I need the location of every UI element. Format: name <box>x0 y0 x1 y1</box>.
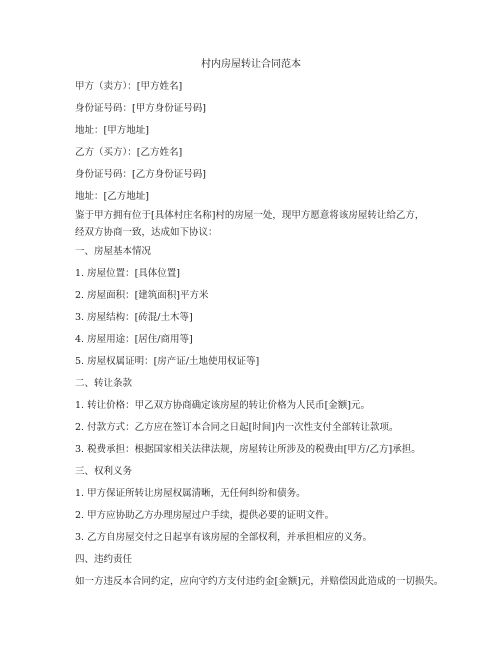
clause-2-1: 1. 转让价格：甲乙双方协商确定该房屋的转让价格为人民币[金额]元。 <box>75 400 370 411</box>
clause-3-1: 1. 甲方保证所转让房屋权属清晰，无任何纠纷和债务。 <box>75 488 306 499</box>
party-a-id: 身份证号码：[甲方身份证号码] <box>75 103 206 114</box>
section-heading-3: 三、权利义务 <box>75 466 133 477</box>
clause-1-3: 3. 房屋结构：[砖混/土木等] <box>75 312 193 323</box>
party-a-name: 甲方（卖方）：[甲方姓名] <box>75 81 183 92</box>
clause-2-3: 3. 税费承担：根据国家相关法律法规，房屋转让所涉及的税费由[甲方/乙方]承担。 <box>75 444 421 455</box>
preamble-paragraph: 鉴于甲方拥有位于[具体村庄名称]村的房屋一处，现甲方愿意将该房屋转让给乙方，经双方协商一致，达成如下协议： <box>75 210 425 238</box>
document-title: 村内房屋转让合同范本 <box>201 59 301 70</box>
party-a-address: 地址：[甲方地址] <box>75 125 149 136</box>
section-heading-4: 四、违约责任 <box>75 554 133 565</box>
clause-1-5: 5. 房屋权属证明：[房产证/土地使用权证等] <box>75 356 260 367</box>
clause-1-1: 1. 房屋位置：[具体位置] <box>75 268 180 279</box>
clause-1-4: 4. 房屋用途：[居住/商用等] <box>75 334 193 345</box>
clause-1-2: 2. 房屋面积：[建筑面积]平方米 <box>75 290 209 301</box>
section-heading-1: 一、房屋基本情况 <box>75 246 152 257</box>
clause-4-1: 如一方违反本合同约定，应向守约方支付违约金[金额]元，并赔偿因此造成的一切损失。 <box>75 576 444 587</box>
party-b-address: 地址：[乙方地址] <box>75 191 149 202</box>
party-b-name: 乙方（买方）：[乙方姓名] <box>75 147 183 158</box>
party-b-id: 身份证号码：[乙方身份证号码] <box>75 169 206 180</box>
clause-2-2: 2. 付款方式：乙方应在签订本合同之日起[时间]内一次性支付全部转让款项。 <box>75 422 399 433</box>
clause-3-2: 2. 甲方应协助乙方办理房屋过户手续，提供必要的证明文件。 <box>75 510 335 521</box>
clause-3-3: 3. 乙方自房屋交付之日起享有该房屋的全部权利，并承担相应的义务。 <box>75 532 373 543</box>
section-heading-2: 二、转让条款 <box>75 378 133 389</box>
